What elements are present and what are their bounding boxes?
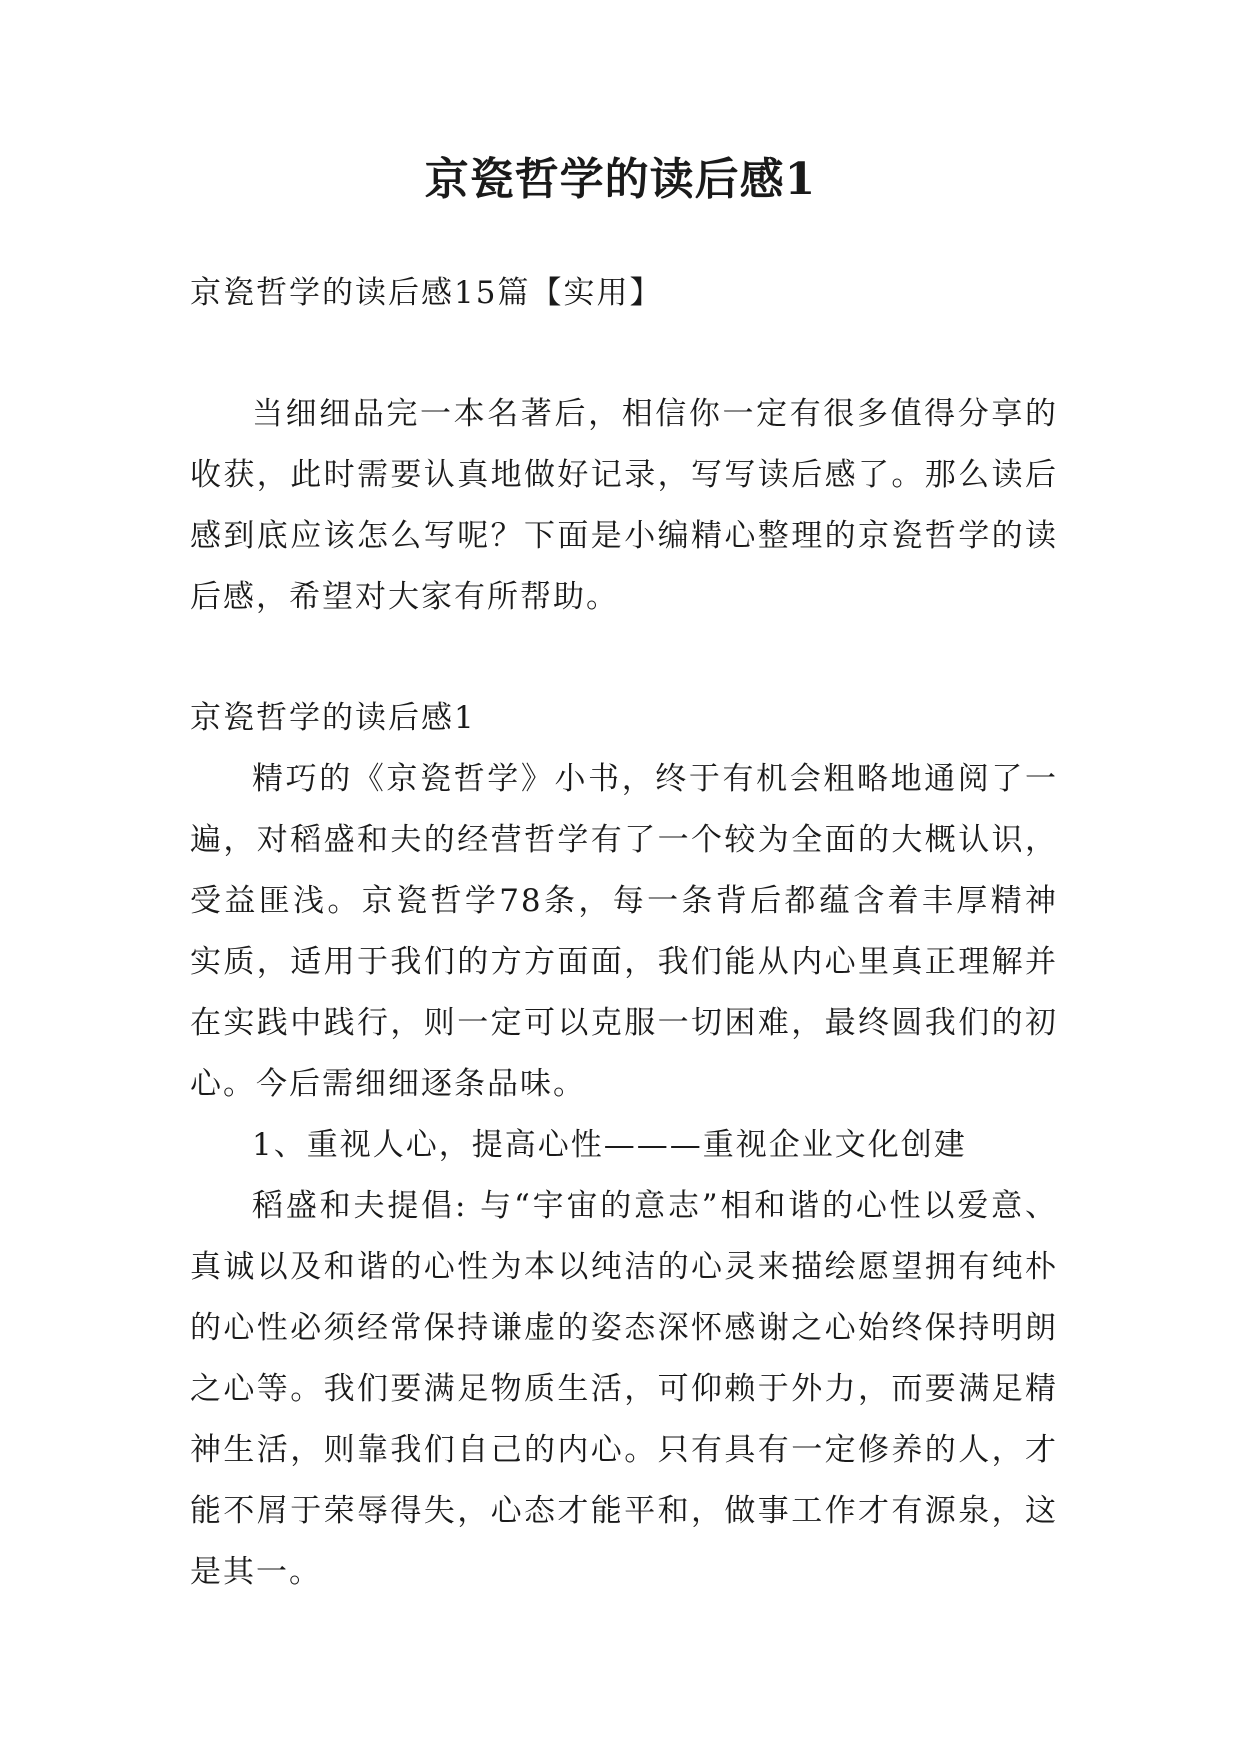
document-subtitle: 京瓷哲学的读后感15篇【实用】 [190,275,663,311]
document-body [190,263,1058,1603]
intro-paragraph: 当细细品完一本名著后，相信你一定有很多值得分享的收获，此时需要认真地做好记录，写写读后感了。那么读后感到底应该怎么写呢？下面是小编精心整理的京瓷哲学的读后感，希望对大家有所帮助。 [190,396,1058,615]
body-paragraph: 稻盛和夫提倡: 与“宇宙的意志”相和谐的心性以爱意、真诚以及和谐的心性为本以纯洁的心灵来描绘愿望拥有纯朴的心性必须经常保持谦虚的姿态深怀感谢之心始终保持明朗之心等。我们要满足物质生活，可仰赖于外力，而要满足精神生活，则靠我们自己的内心。只有具有一定修养的人，才能不屑于荣辱得失，心态才能平和，做事工作才有源泉，这是其一。 [190,1188,1058,1590]
document-title: 京瓷哲学的读后感1 [424,154,817,205]
body-paragraph: 精巧的《京瓷哲学》小书，终于有机会粗略地通阅了一遍，对稻盛和夫的经营哲学有了一个较为全面的大概认识，受益匪浅。京瓷哲学78条，每一条背后都蕴含着丰厚精神实质，适用于我们的方方面面，我们能从内心里真正理解并在实践中践行，则一定可以克服一切困难，最终圆我们的初心。今后需细细逐条品味。 [190,761,1058,1102]
section-heading: 京瓷哲学的读后感1 [190,700,476,736]
point-heading: 1、重视人心，提高心性———重视企业文化创建 [252,1127,967,1163]
